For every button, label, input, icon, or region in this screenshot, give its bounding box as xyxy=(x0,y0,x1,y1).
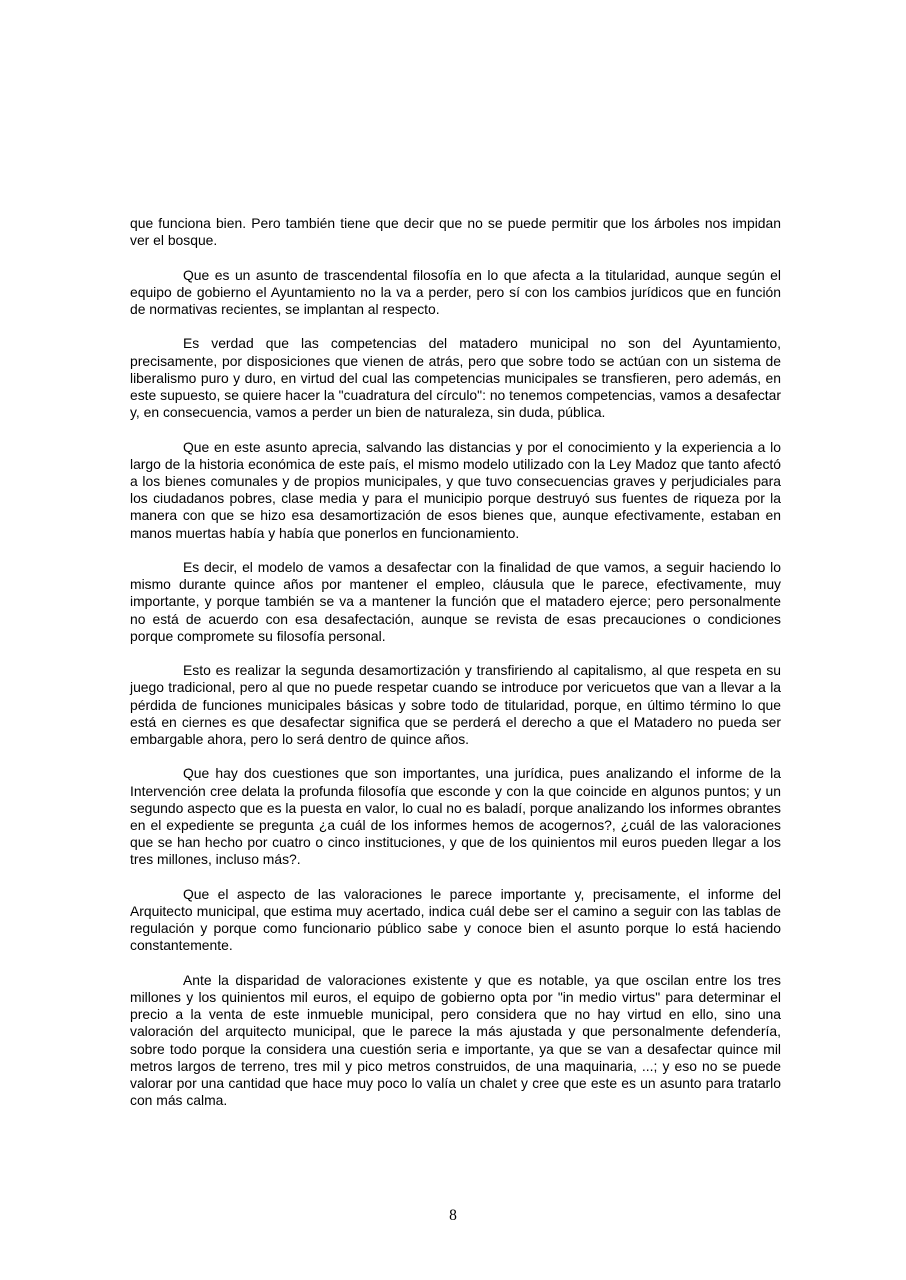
paragraph: Que en este asunto aprecia, salvando las distancias y por el conocimiento y la experiencia a lo largo de la historia económica de este país, el mismo modelo utilizado con la Ley Madoz que tanto afectó a los bienes comunales y de propios municipales, y que tuvo consecuencias graves y perjudiciales para los ciudadanos pobres, clase media y para el municipio porque destruyó sus fuentes de riqueza por la manera con que se hizo esa desamortización de esos bienes que, aunque efectivamente, estaban en manos muertas había y había que ponerlos en funcionamiento. xyxy=(130,438,781,541)
paragraph: Es verdad que las competencias del matadero municipal no son del Ayuntamiento, precisamente, por disposiciones que vienen de atrás, pero que sobre todo se actúan con un sistema de liberalismo puro y duro, en virtud del cual las competencias municipales se transfieren, pero además, en este supuesto, se quiere hacer la "cuadratura del círculo": no tenemos competencias, vamos a desafectar y, en consecuencia, vamos a perder un bien de naturaleza, sin duda, pública. xyxy=(130,335,781,421)
paragraph-continuation: que funciona bien. Pero también tiene que decir que no se puede permitir que los árboles nos impidan ver el bosque. xyxy=(130,215,781,249)
paragraph: Que el aspecto de las valoraciones le parece importante y, precisamente, el informe del Arquitecto municipal, que estima muy acertado, indica cuál debe ser el camino a seguir con las tablas de regulación y porque como funcionario público sabe y conoce bien el asunto porque lo está haciendo constantemente. xyxy=(130,885,781,954)
page-number: 8 xyxy=(449,1207,457,1224)
paragraph: Es decir, el modelo de vamos a desafectar con la finalidad de que vamos, a seguir haciendo lo mismo durante quince años por mantener el empleo, cláusula que le parece, efectivamente, muy importante, y porque también se va a mantener la función que el matadero ejerce; pero personalmente no está de acuerdo con esa desafectación, aunque se revista de esas precauciones o condiciones porque compromete su filosofía personal. xyxy=(130,559,781,644)
paragraph: Que es un asunto de trascendental filosofía en lo que afecta a la titularidad, aunque según el equipo de gobierno el Ayuntamiento no la va a perder, pero sí con los cambios jurídicos que en función de normativas recientes, se implantan al respecto. xyxy=(130,266,781,317)
paragraph: Ante la disparidad de valoraciones existente y que es notable, ya que oscilan entre los tres millones y los quinientos mil euros, el equipo de gobierno opta por "in medio virtus" para determinar el precio a la venta de este inmueble municipal, pero considera que no hay virtud en ello, sino una valoración del arquitecto municipal, que le parece la más ajustada y que personalmente defendería, sobre todo porque la considera una cuestión seria e importante, ya que se van a desafectar quince mil metros largos de terreno, tres mil y pico metros construidos, de una maquinaria, ...; y eso no se puede valorar por una cantidad que hace muy poco lo valía un chalet y cree que este es un asunto para tratarlo con más calma. xyxy=(130,971,781,1109)
paragraph: Que hay dos cuestiones que son importantes, una jurídica, pues analizando el informe de la Intervención cree delata la profunda filosofía que esconde y con la que coincide en algunos puntos; y un segundo aspecto que es la puesta en valor, lo cual no es baladí, porque analizando los informes obrantes en el expediente se pregunta ¿a cuál de los informes hemos de acogernos?, ¿cuál de las valoraciones que se han hecho por cuatro o cinco instituciones, y que de los quinientos mil euros pueden llegar a los tres millones, incluso más?. xyxy=(130,765,781,868)
body-text xyxy=(130,215,781,1127)
paragraph: Esto es realizar la segunda desamortización y transfiriendo al capitalismo, al que respeta en su juego tradicional, pero al que no puede respetar cuando se introduce por vericuetos que van a llevar a la pérdida de funciones municipales básicas y sobre todo de titularidad, porque, en último término lo que está en ciernes es que desafectar significa que se perderá el derecho a que el Matadero no pueda ser embargable ahora, pero lo será dentro de quince años. xyxy=(130,662,781,748)
